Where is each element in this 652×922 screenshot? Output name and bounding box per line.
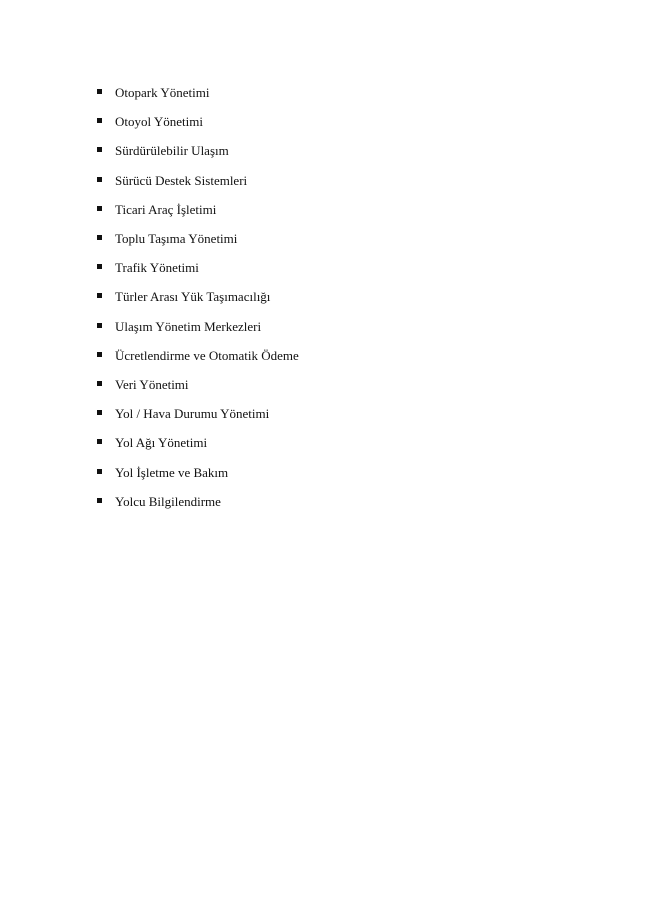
list-item: [97, 370, 299, 399]
list-item-text: Yolcu Bilgilendirme: [115, 493, 221, 509]
square-bullet-icon: [97, 177, 102, 182]
square-bullet-icon: [97, 439, 102, 444]
list-item-text: Toplu Taşıma Yönetimi: [115, 231, 238, 247]
square-bullet-icon: [97, 469, 102, 474]
list-item-text: Yol İşletme ve Bakım: [115, 464, 229, 480]
square-bullet-icon: [97, 206, 102, 211]
square-bullet-icon: [97, 381, 102, 386]
list-item: [97, 136, 299, 165]
list-item: [97, 78, 299, 107]
list-item: [97, 282, 299, 311]
list-item: [97, 457, 299, 486]
list-item: [97, 312, 299, 341]
list-item: [97, 195, 299, 224]
square-bullet-icon: [97, 352, 102, 357]
list-item: [97, 428, 299, 457]
list-item: [97, 253, 299, 282]
list-item-text: Trafik Yönetimi: [115, 260, 199, 276]
list-item-text: Sürücü Destek Sistemleri: [115, 172, 248, 188]
square-bullet-icon: [97, 264, 102, 269]
list-item: [97, 107, 299, 136]
list-item: [97, 399, 299, 428]
list-item-text: Türler Arası Yük Taşımacılığı: [115, 289, 271, 305]
square-bullet-icon: [97, 410, 102, 415]
list-item-text: Yol / Hava Durumu Yönetimi: [115, 406, 270, 422]
list-item: [97, 341, 299, 370]
square-bullet-icon: [97, 147, 102, 152]
square-bullet-icon: [97, 89, 102, 94]
square-bullet-icon: [97, 498, 102, 503]
list-item-text: Otoyol Yönetimi: [115, 114, 203, 130]
list-item-text: Otopark Yönetimi: [115, 85, 210, 101]
list-item-text: Ücretlendirme ve Otomatik Ödeme: [115, 347, 299, 363]
list-item-text: Ticari Araç İşletimi: [115, 201, 217, 217]
square-bullet-icon: [97, 293, 102, 298]
list-item: [97, 224, 299, 253]
list-item-text: Ulaşım Yönetim Merkezleri: [115, 318, 262, 334]
list-item-text: Veri Yönetimi: [115, 376, 189, 392]
square-bullet-icon: [97, 235, 102, 240]
list-item-text: Sürdürülebilir Ulaşım: [115, 143, 229, 159]
square-bullet-icon: [97, 323, 102, 328]
bullet-list: [97, 78, 299, 516]
square-bullet-icon: [97, 118, 102, 123]
list-item: [97, 166, 299, 195]
list-item-text: Yol Ağı Yönetimi: [115, 435, 208, 451]
list-item: [97, 487, 299, 516]
